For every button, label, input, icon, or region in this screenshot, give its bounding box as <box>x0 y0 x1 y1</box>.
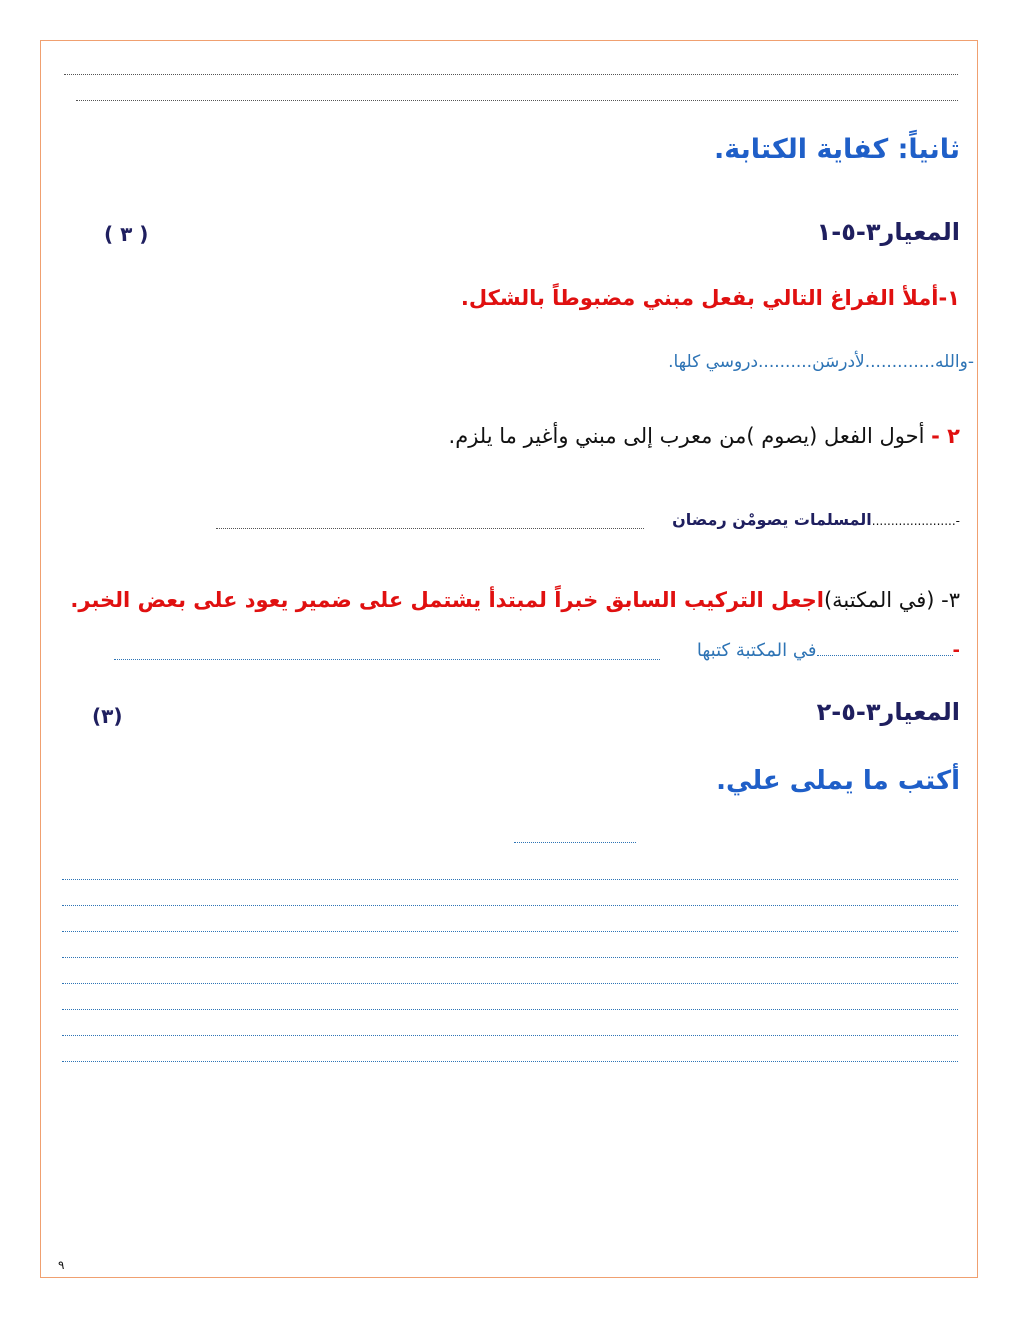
question-3-answer-line <box>697 640 960 661</box>
top-dotted-line-2 <box>76 100 958 101</box>
question-2-dash: -...................... <box>871 514 960 528</box>
section-title: ثانياً: كفاية الكتابة. <box>714 134 960 165</box>
question-3-answer: في المكتبة كتبها <box>696 640 817 661</box>
question-2-number: ٢ - <box>931 424 960 448</box>
standard-2-score: (٣) <box>92 704 123 728</box>
question-3-number: ٣- (في المكتبة) <box>823 588 960 612</box>
dictation-short-line <box>514 842 636 843</box>
standard-1-label: المعيار٣-٥-١ <box>816 218 960 246</box>
question-3-answer-dots <box>114 659 660 660</box>
question-3-dash: - <box>952 640 960 661</box>
writing-line <box>62 905 958 906</box>
writing-line <box>62 879 958 880</box>
question-2-line <box>449 424 960 448</box>
writing-line <box>62 983 958 984</box>
question-1-answer-word: لأدرسَن <box>812 352 865 372</box>
question-1-answer-start: -والله............. <box>864 352 974 372</box>
question-3-spacer <box>817 655 953 656</box>
dictation-title: أكتب ما يملى علي. <box>716 766 960 796</box>
writing-line <box>62 1035 958 1036</box>
question-3-prompt: اجعل التركيب السابق خبراً لمبتدأ يشتمل على ضمير يعود على بعض الخبر. <box>70 588 824 612</box>
standard-1-score: ( ٣ ) <box>104 222 149 246</box>
writing-line <box>62 1009 958 1010</box>
standard-2-label: المعيار٣-٥-٢ <box>816 698 960 726</box>
question-1-prompt: ١-أملأ الفراغ التالي بفعل مبني مضبوطاً بالشكل. <box>460 286 960 310</box>
question-3-line <box>70 588 960 612</box>
writing-line <box>62 1061 958 1062</box>
page-number: ٩ <box>58 1258 65 1272</box>
question-2-answer: المسلمات يصومْن رمضان <box>672 510 872 529</box>
question-1-answer-end: ..........دروسي كلها. <box>668 352 813 372</box>
writing-line <box>62 931 958 932</box>
question-2-answer-dots <box>216 528 644 529</box>
top-dotted-line-1 <box>64 74 958 75</box>
question-2-answer-line <box>672 510 960 529</box>
writing-line <box>62 957 958 958</box>
question-2-prompt: أحول الفعل (يصوم )من معرب إلى مبني وأغير ما يلزم. <box>448 424 925 448</box>
question-1-answer-line <box>668 352 974 372</box>
